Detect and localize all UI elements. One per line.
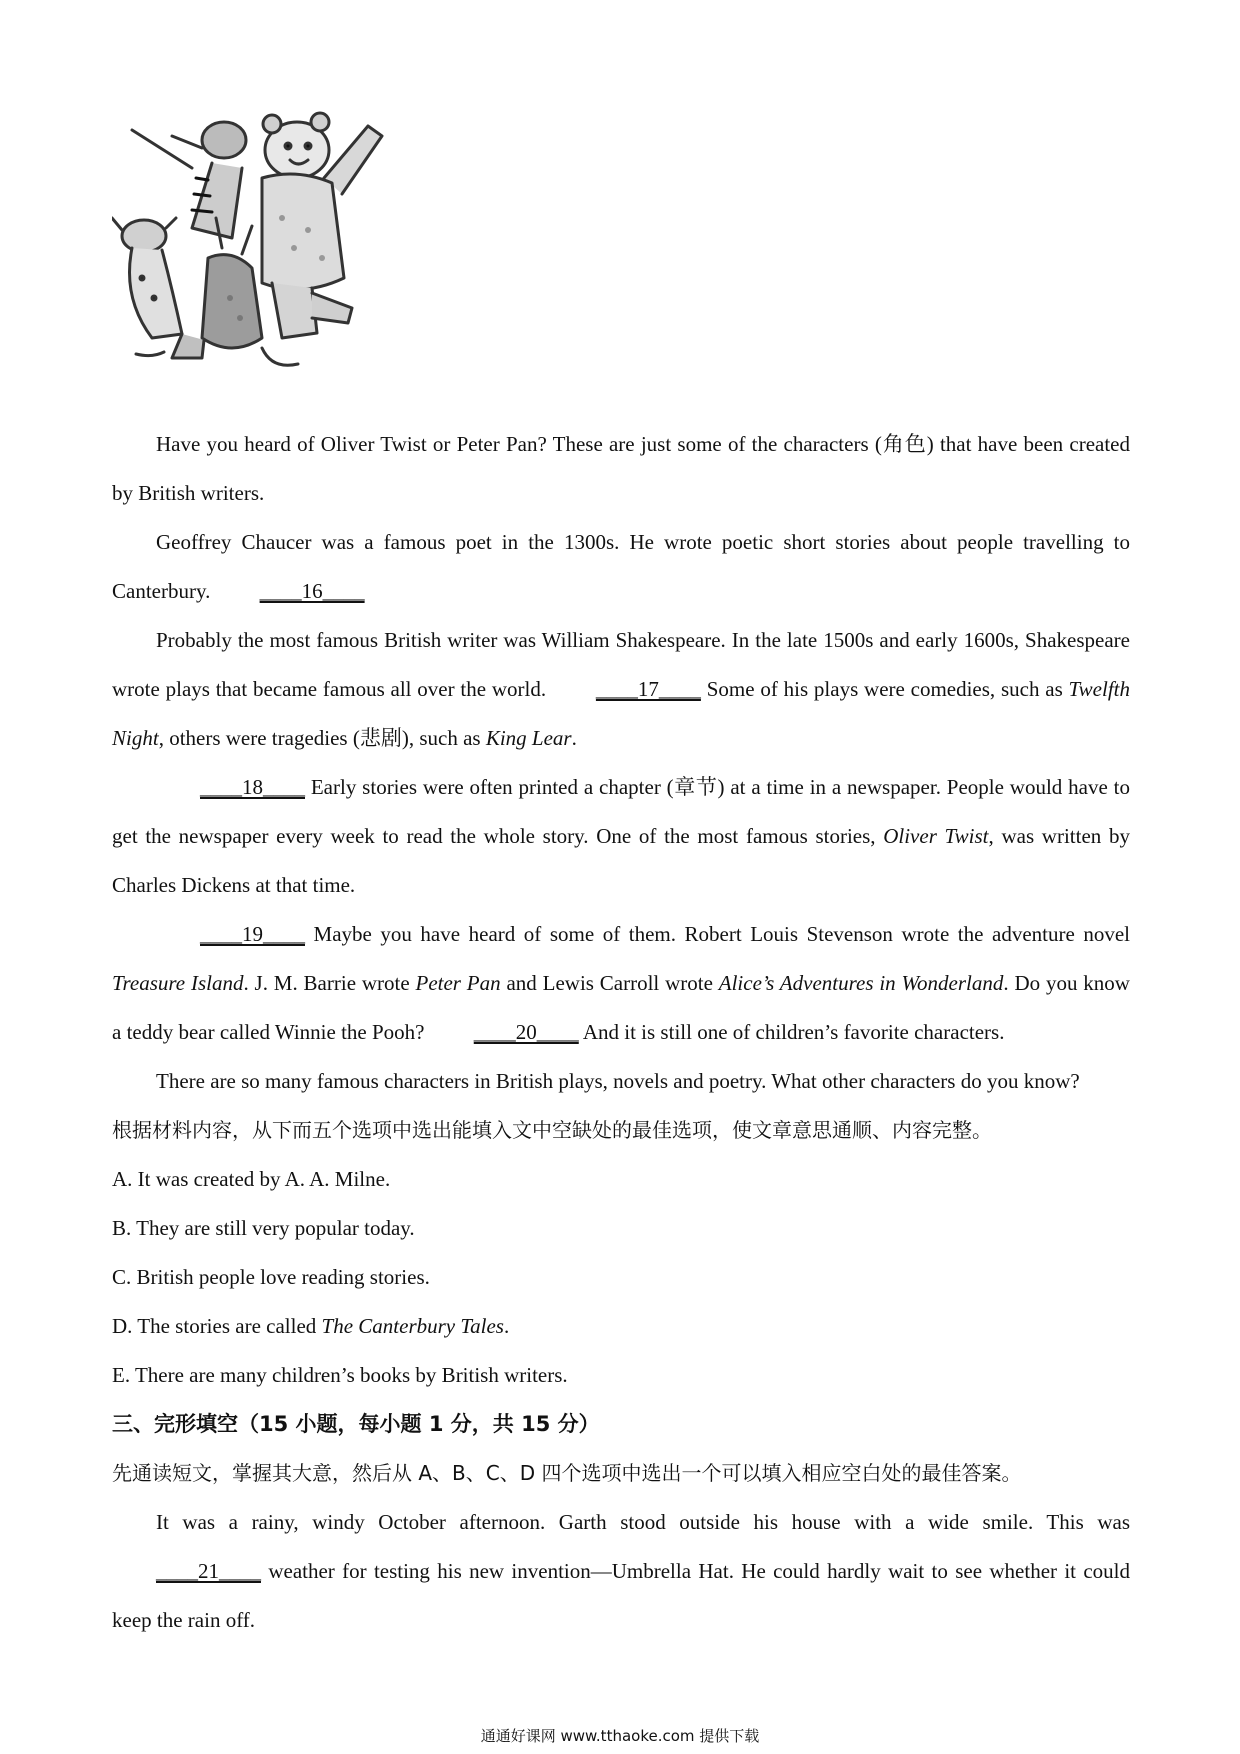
paragraph-6: There are so many famous characters in British plays, novels and poetry. What other characters do you know? [156, 1069, 1080, 1093]
title-treasure-island: Treasure Island [112, 971, 244, 995]
title-alice-in-wonderland: Alice’s Adventures in Wonderland [718, 971, 1004, 995]
paragraph-2: Geoffrey Chaucer was a famous poet in the 1300s. He wrote poetic short stories about people travelling to Canterbury. ____16____ [112, 518, 1130, 616]
option-e: E. There are many children’s books by British writers. [112, 1363, 568, 1387]
title-king-lear: King Lear [485, 726, 572, 750]
blank-17[interactable]: ____17____ [595, 677, 701, 701]
blank-21[interactable]: ____21____ [156, 1559, 261, 1583]
title-twelfth-night: Twelfth Night [112, 677, 1130, 750]
paragraph-1: Have you heard of Oliver Twist or Peter Pan? These are just some of the characters (角色) that have been created by British writers. [112, 432, 1130, 505]
page-footer: 通通好课网 www.tthaoke.com 提供下载 [480, 1727, 760, 1745]
option-b: B. They are still very popular today. [112, 1216, 415, 1240]
option-a: A. It was created by A. A. Milne. [112, 1167, 391, 1191]
option-c: C. British people love reading stories. [112, 1265, 430, 1289]
instruction-text: 根据材料内容，从下而五个选项中选出能填入文中空缺处的最佳选项，使文章意思通顺、内容完整。 [112, 1118, 992, 1142]
blank-19[interactable]: ____19____ [200, 922, 305, 946]
paragraph-4: ____18____ Early stories were often printed a chapter (章节) at a time in a newspaper. People would have to get the newspaper every week to read the whole story. One of the most famous stories, Oliver Twist, was written by Charles Dickens at that time. [112, 763, 1130, 910]
blank-20[interactable]: ____20____ [473, 1020, 579, 1044]
paragraph-5: ____19____ Maybe you have heard of some of them. Robert Louis Stevenson wrote the adventure novel Treasure Island. J. M. Barrie wrote Peter Pan and Lewis Carroll wrote Alice’s Adventures in Wonderland. Do you know a teddy bear called Winnie the Pooh? ____20____ And it is still one of children’s favorite characters. [112, 910, 1130, 1057]
title-peter-pan: Peter Pan [415, 971, 501, 995]
cartoon-characters-sketch [112, 108, 422, 400]
cloze-paragraph-1: It was a rainy, windy October afternoon. Garth stood outside his house with a wide smile. This was ____21____ weather for testing his new invention—Umbrella Hat. He could hardly wait to see whether it could keep the rain off. [112, 1510, 1130, 1632]
blank-16[interactable]: ____16____ [259, 579, 365, 603]
option-d: D. The stories are called The Canterbury Tales. [112, 1314, 510, 1338]
paragraph-3: Probably the most famous British writer was William Shakespeare. In the late 1500s and early 1600s, Shakespeare wrote plays that became famous all over the world. ____17____ Some of his plays were comedies, such as Twelfth Night, others were tragedies (悲剧), such as King Lear. [112, 628, 1130, 750]
reading-passage [112, 420, 1130, 1645]
section-3-instruction: 先通读短文，掌握其大意，然后从 A、B、C、D 四个选项中选出一个可以填入相应空白处的最佳答案。 [112, 1461, 1022, 1485]
blank-18[interactable]: ____18____ [200, 775, 305, 799]
winnie-the-pooh-illustration [112, 108, 422, 400]
title-canterbury-tales: The Canterbury Tales [321, 1314, 504, 1338]
title-oliver-twist: Oliver Twist [883, 824, 989, 848]
section-3-heading: 三、完形填空（15 小题，每小题 1 分，共 15 分） [112, 1412, 600, 1436]
